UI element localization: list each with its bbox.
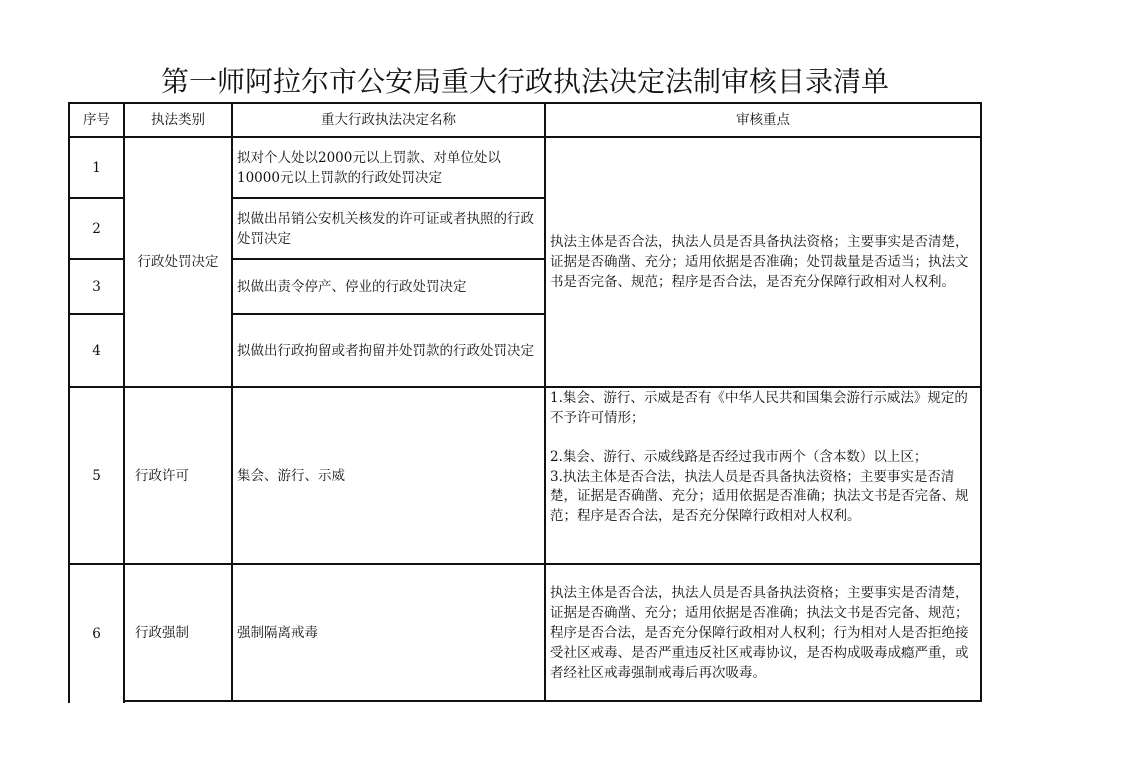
- header-category-label: 执法类别: [151, 112, 205, 128]
- header-review-label: 审核重点: [736, 112, 790, 128]
- row-6-index: [68, 563, 125, 703]
- paragraph-spacer: [550, 428, 976, 448]
- row-3-index: [68, 258, 125, 315]
- name-value: 强制隔离戒毒: [237, 624, 318, 641]
- page-title: 第一师阿拉尔市公安局重大行政执法决定法制审核目录清单: [160, 65, 889, 98]
- row-1-name: [231, 136, 546, 199]
- header-name: [231, 102, 546, 138]
- row-5-name: [231, 386, 546, 565]
- category-value: 行政处罚决定: [137, 254, 219, 270]
- index-value: 2: [92, 220, 101, 237]
- row-2-name: [231, 197, 546, 260]
- review-list: [550, 389, 976, 526]
- group-2-category: [123, 386, 233, 565]
- group-3-category: [123, 563, 233, 702]
- group-1-category: [123, 136, 233, 388]
- index-value: 5: [92, 467, 101, 484]
- category-value: 行政许可: [135, 467, 189, 484]
- review-value: 执法主体是否合法，执法人员是否具备执法资格；主要事实是否清楚，证据是否确凿、充分；适用依据是否准确；执法文书是否完备、规范；程序是否合法，是否充分保障行政相对人权利；行为相对人是否拒绝接受社区戒毒、是否严重违反社区戒毒协议，是否构成吸毒成瘾严重，或者经社区戒毒强制戒毒后再次吸毒。: [550, 584, 969, 681]
- name-value: 拟对个人处以2000元以上罚款、对单位处以10000元以上罚款的行政处罚决定: [237, 149, 501, 186]
- group-1-review: [544, 136, 982, 388]
- index-value: 1: [92, 159, 101, 176]
- review-item: 2.集会、游行、示威线路是否经过我市两个（含本数）以上区；: [550, 449, 928, 465]
- header-index: [68, 102, 125, 138]
- row-5-index: [68, 386, 125, 565]
- index-value: 3: [92, 278, 101, 295]
- index-value: 6: [92, 626, 101, 642]
- header-category: [123, 102, 233, 138]
- header-review: [544, 102, 982, 138]
- row-4-name: [231, 313, 546, 388]
- category-value: 行政强制: [135, 624, 189, 641]
- review-item: 3.执法主体是否合法，执法人员是否具备执法资格；主要事实是否清楚，证据是否确凿、充分；适用依据是否准确；执法文书是否完备、规范；程序是否合法，是否充分保障行政相对人权利。: [550, 468, 969, 524]
- name-value: 拟做出吊销公安机关核发的许可证或者执照的行政处罚决定: [237, 210, 534, 247]
- row-3-name: [231, 258, 546, 315]
- row-1-index: [68, 136, 125, 199]
- row-4-index: [68, 313, 125, 388]
- header-name-label: 重大行政执法决定名称: [321, 112, 456, 128]
- index-value: 4: [92, 342, 101, 359]
- name-value: 拟做出责令停产、停业的行政处罚决定: [237, 278, 467, 295]
- review-value: 执法主体是否合法，执法人员是否具备执法资格；主要事实是否清楚，证据是否确凿、充分；适用依据是否准确；处罚裁量是否适当；执法文书是否完备、规范；程序是否合法，是否充分保障行政相对人权利。: [550, 234, 969, 290]
- group-3-review: [544, 563, 982, 702]
- name-value: 拟做出行政拘留或者拘留并处罚款的行政处罚决定: [237, 342, 534, 359]
- group-2-review: [544, 386, 982, 565]
- name-value: 集会、游行、示威: [237, 467, 345, 484]
- header-index-label: 序号: [83, 112, 110, 128]
- review-item: 1.集会、游行、示威是否有《中华人民共和国集会游行示威法》规定的不予许可情形；: [550, 390, 968, 426]
- row-2-index: [68, 197, 125, 260]
- row-6-name: [231, 563, 546, 702]
